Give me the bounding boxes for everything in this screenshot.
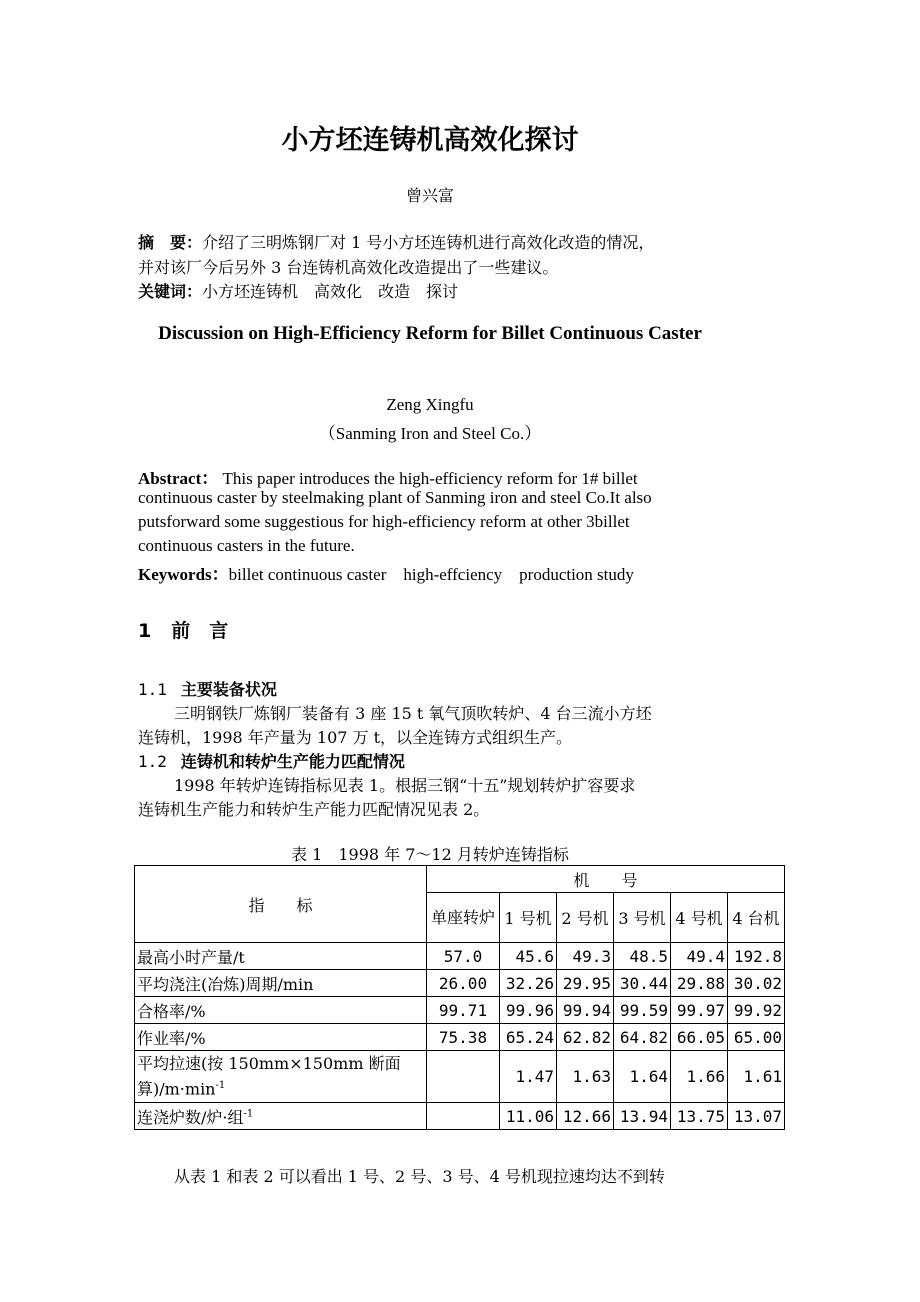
subsection-1-2-heading bbox=[138, 749, 405, 772]
row-label-line2: 算)/m·min bbox=[137, 1079, 216, 1099]
col-machine-1: 1 号机 bbox=[500, 893, 557, 943]
subsection-1-1-heading bbox=[138, 677, 277, 700]
author-en: Zeng Xingfu bbox=[386, 395, 474, 414]
col-machine-4: 4 号机 bbox=[671, 893, 728, 943]
table-row bbox=[135, 1051, 785, 1103]
cell-m4: 49.4 bbox=[671, 943, 728, 970]
table-header-row bbox=[135, 866, 785, 893]
cell-m3: 13.94 bbox=[614, 1103, 671, 1130]
table-row bbox=[135, 1024, 785, 1051]
cell-all: 99.92 bbox=[728, 997, 785, 1024]
keywords-en-text: billet continuous caster high-effciency production study bbox=[228, 565, 634, 584]
cell-m4: 13.75 bbox=[671, 1103, 728, 1130]
cell-m4: 66.05 bbox=[671, 1024, 728, 1051]
table-row bbox=[135, 943, 785, 970]
row-label bbox=[135, 1103, 427, 1130]
abstract-en-line2: continuous caster by steelmaking plant of Sanming iron and steel Co.It also bbox=[138, 488, 652, 507]
cell-all: 30.02 bbox=[728, 970, 785, 997]
cell-converter: 75.38 bbox=[427, 1024, 500, 1051]
section-1-heading bbox=[138, 616, 228, 643]
subsection-1-2-number: 1.2 bbox=[138, 752, 167, 771]
header-machine: 机 号 bbox=[427, 866, 785, 893]
row-label-text: 连浇炉数/炉·组 bbox=[137, 1107, 244, 1127]
abstract-cn-text1: 介绍了三明炼钢厂对 1 号小方坯连铸机进行高效化改造的情况， bbox=[202, 233, 655, 252]
cell-converter bbox=[427, 1051, 500, 1103]
abstract-cn-label: 摘 要： bbox=[138, 233, 203, 252]
table-1 bbox=[134, 865, 785, 1130]
row-label: 最高小时产量/t bbox=[135, 943, 427, 970]
subsection-1-1-line2: 连铸机，1998 年产量为 107 万 t，以全连铸方式组织生产。 bbox=[138, 728, 573, 747]
cell-m3: 99.59 bbox=[614, 997, 671, 1024]
cell-m1: 1.47 bbox=[500, 1051, 557, 1103]
abstract-en-label: Abstract： bbox=[138, 469, 219, 488]
cell-converter: 57.0 bbox=[427, 943, 500, 970]
cell-m4: 1.66 bbox=[671, 1051, 728, 1103]
abstract-en-line3: putsforward some suggestious for high-efficiency reform at other 3billet bbox=[138, 512, 630, 531]
subsection-1-1-number: 1.1 bbox=[138, 680, 167, 699]
col-machine-2: 2 号机 bbox=[557, 893, 614, 943]
page-title-en: Discussion on High-Efficiency Reform for Billet Continuous Caster bbox=[158, 323, 702, 344]
table-1-caption: 表 1 1998 年 7～12 月转炉连铸指标 bbox=[291, 845, 569, 864]
cell-converter bbox=[427, 1103, 500, 1130]
abstract-cn-line2: 并对该厂今后另外 3 台连铸机高效化改造提出了一些建议。 bbox=[138, 258, 559, 277]
cell-m2: 62.82 bbox=[557, 1024, 614, 1051]
cell-m3: 64.82 bbox=[614, 1024, 671, 1051]
header-indicator: 指 标 bbox=[135, 866, 427, 943]
cell-m2: 1.63 bbox=[557, 1051, 614, 1103]
row-label-sup: -1 bbox=[215, 1079, 226, 1091]
keywords-en bbox=[138, 560, 634, 585]
cell-m4: 99.97 bbox=[671, 997, 728, 1024]
table-row bbox=[135, 997, 785, 1024]
author-cn: 曾兴富 bbox=[405, 186, 454, 205]
keywords-cn-text: 小方坯连铸机 高效化 改造 探讨 bbox=[202, 282, 459, 301]
abstract-en-line4: continuous casters in the future. bbox=[138, 536, 355, 555]
subsection-1-2-title: 连铸机和转炉生产能力匹配情况 bbox=[180, 752, 405, 771]
row-label: 作业率/% bbox=[135, 1024, 427, 1051]
cell-m4: 29.88 bbox=[671, 970, 728, 997]
closing-paragraph-line: 从表 1 和表 2 可以看出 1 号、2 号、3 号、4 号机现拉速均达不到转 bbox=[174, 1167, 665, 1186]
row-label-line1: 平均拉速(按 150mm×150mm 断面 bbox=[137, 1053, 401, 1073]
cell-m1: 45.6 bbox=[500, 943, 557, 970]
row-label-sup: -1 bbox=[243, 1108, 254, 1120]
cell-all: 1.61 bbox=[728, 1051, 785, 1103]
row-label: 合格率/% bbox=[135, 997, 427, 1024]
subsection-1-2-line1: 1998 年转炉连铸指标见表 1。根据三钢“十五”规划转炉扩容要求 bbox=[174, 776, 636, 795]
table-row bbox=[135, 970, 785, 997]
cell-all: 65.00 bbox=[728, 1024, 785, 1051]
affiliation-en: （Sanming Iron and Steel Co.） bbox=[318, 424, 542, 443]
cell-converter: 26.00 bbox=[427, 970, 500, 997]
abstract-en-line1 bbox=[138, 464, 638, 489]
subsection-1-1-line1: 三明钢铁厂炼钢厂装备有 3 座 15 t 氧气顶吹转炉、4 台三流小方坯 bbox=[174, 704, 652, 723]
abstract-cn-line1 bbox=[138, 230, 654, 253]
cell-m2: 99.94 bbox=[557, 997, 614, 1024]
keywords-cn bbox=[138, 279, 458, 302]
table-row bbox=[135, 1103, 785, 1130]
subsection-1-2-line2: 连铸机生产能力和转炉生产能力匹配情况见表 2。 bbox=[138, 800, 490, 819]
col-all-machines: 4 台机 bbox=[728, 893, 785, 943]
cell-m1: 65.24 bbox=[500, 1024, 557, 1051]
cell-m1: 99.96 bbox=[500, 997, 557, 1024]
cell-m2: 12.66 bbox=[557, 1103, 614, 1130]
cell-m3: 48.5 bbox=[614, 943, 671, 970]
subsection-1-1-title: 主要装备状况 bbox=[180, 680, 277, 699]
section-1-title: 前 言 bbox=[171, 620, 229, 642]
abstract-en-text1: This paper introduces the high-efficiency reform for 1# billet bbox=[222, 469, 638, 488]
col-converter: 单座转炉 bbox=[427, 893, 500, 943]
keywords-en-label: Keywords： bbox=[138, 565, 229, 584]
cell-all: 13.07 bbox=[728, 1103, 785, 1130]
col-machine-3: 3 号机 bbox=[614, 893, 671, 943]
cell-all: 192.8 bbox=[728, 943, 785, 970]
page-title-cn: 小方坯连铸机高效化探讨 bbox=[281, 125, 579, 156]
cell-m2: 49.3 bbox=[557, 943, 614, 970]
cell-m2: 29.95 bbox=[557, 970, 614, 997]
cell-m3: 30.44 bbox=[614, 970, 671, 997]
cell-m3: 1.64 bbox=[614, 1051, 671, 1103]
keywords-cn-label: 关键词： bbox=[138, 282, 203, 301]
section-1-number: 1 bbox=[138, 620, 152, 642]
cell-m1: 11.06 bbox=[500, 1103, 557, 1130]
row-label bbox=[135, 1051, 427, 1103]
row-label: 平均浇注(冶炼)周期/min bbox=[135, 970, 427, 997]
cell-converter: 99.71 bbox=[427, 997, 500, 1024]
cell-m1: 32.26 bbox=[500, 970, 557, 997]
